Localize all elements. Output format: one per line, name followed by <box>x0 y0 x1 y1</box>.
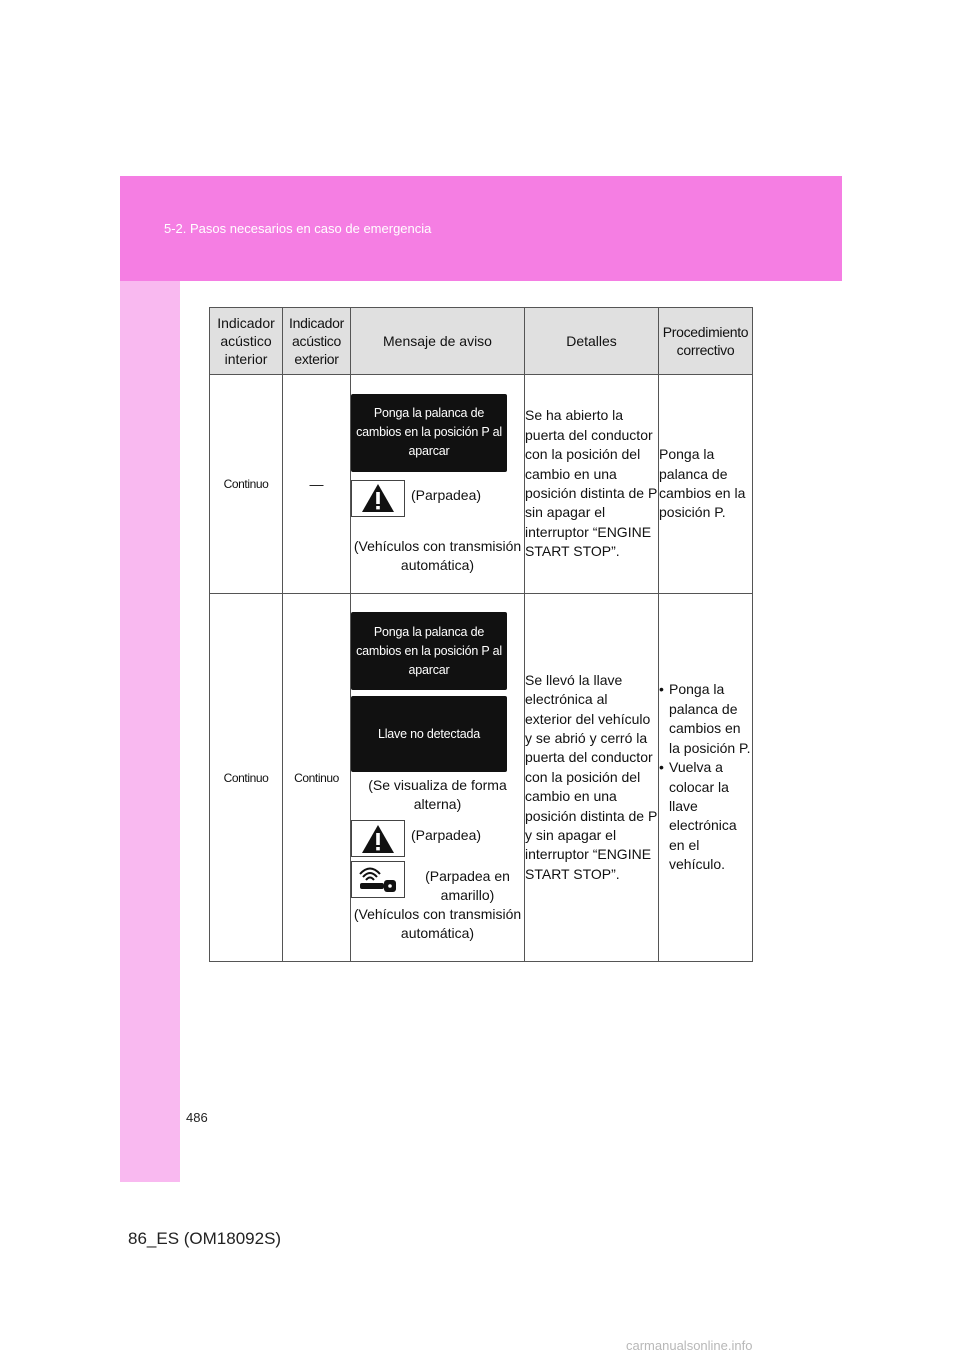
screen-message-text: Ponga la palanca de cambios en la posición P al aparcar <box>356 406 502 458</box>
row1-warning-message <box>351 375 525 594</box>
watermark: carmanualsonline.info <box>626 1338 753 1353</box>
warning-table <box>209 307 753 962</box>
vehicle-note: (Vehículos con transmisión automática) <box>353 537 522 573</box>
document-code: 86_ES (OM18092S) <box>128 1229 282 1248</box>
table-header-row <box>210 308 753 375</box>
key-caption: (Parpadea en amarillo) <box>425 868 510 903</box>
section-title: 5-2. Pasos necesarios en caso de emergencia <box>164 221 432 236</box>
table-row <box>210 594 753 962</box>
row1-procedure: Ponga la palanca de cambios en la posición P. <box>659 375 753 594</box>
side-band <box>120 281 180 1182</box>
row1-exterior-buzzer: — <box>283 375 351 594</box>
alternate-note: (Se visualiza de forma alterna) <box>368 777 507 812</box>
screen-message-box-2 <box>351 696 507 772</box>
screen-message-box <box>351 612 507 690</box>
vehicle-note: (Vehículos con transmisión automática) <box>353 906 522 941</box>
row2-warning-message <box>351 594 525 962</box>
row2-details: Se llevó la llave electrónica al exterior del vehículo y se abrió y cerró la puerta del conductor con la posición del cambio en una posición distinta de P y sin apagar el interruptor “ENGINE START STOP”. <box>525 594 659 962</box>
warning-triangle-icon <box>351 820 405 857</box>
screen-message-text: Ponga la palanca de cambios en la posición P al aparcar <box>356 624 502 677</box>
warning-caption: (Parpadea) <box>411 486 482 503</box>
table-row <box>210 375 753 594</box>
warning-triangle-icon <box>351 480 405 517</box>
warning-caption: (Parpadea) <box>411 827 482 843</box>
header-interior-buzzer: Indicador acústico interior <box>210 308 283 375</box>
header-procedure: Procedimiento correctivo <box>659 308 753 375</box>
list-item: • Vuelva a colocar la llave electrónica en el vehículo. <box>659 759 737 873</box>
screen-message-text-2: Llave no detectada <box>377 726 481 741</box>
procedure-list <box>659 680 752 874</box>
header-warning-message: Mensaje de aviso <box>351 308 525 375</box>
row2-procedure <box>659 594 753 962</box>
row2-interior-buzzer: Continuo <box>210 594 283 962</box>
row2-exterior-buzzer: Continuo <box>283 594 351 962</box>
row1-details: Se ha abierto la puerta del conductor con la posición del cambio en una posición distinta de P sin apagar el interruptor “ENGINE START STOP”. <box>525 375 659 594</box>
screen-message-box <box>351 394 507 472</box>
electronic-key-icon <box>351 861 405 898</box>
page-number: 486 <box>186 1110 208 1125</box>
row1-interior-buzzer: Continuo <box>210 375 283 594</box>
header-exterior-buzzer: Indicador acústico exterior <box>283 308 351 375</box>
header-details: Detalles <box>525 308 659 375</box>
list-item: • Ponga la palanca de cambios en la posición P. <box>659 681 751 756</box>
